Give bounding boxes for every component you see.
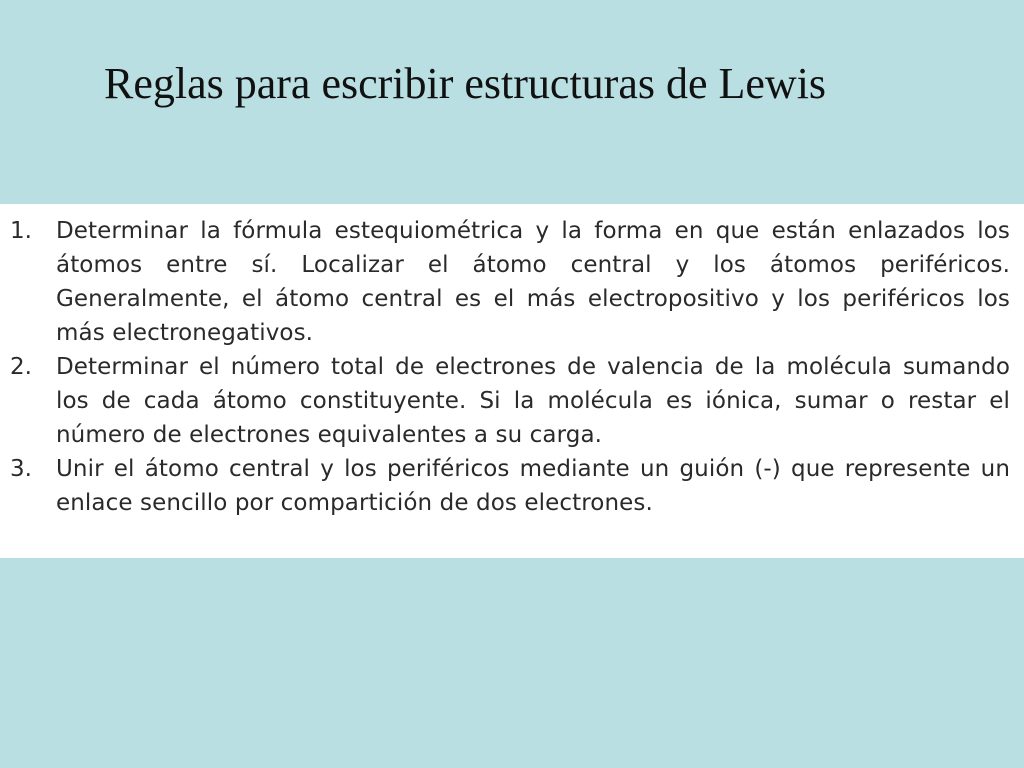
rules-box <box>0 204 1024 558</box>
rule-item <box>10 214 1010 350</box>
rule-number: 3. <box>10 456 32 482</box>
rule-item <box>10 350 1010 452</box>
rule-item <box>10 452 1010 520</box>
rule-text: Determinar el número total de electrones de valencia de la molécula sumando los de cada átomo constituyente. Si la molécula es iónica, sumar o restar el número de electrones equivalentes a su carga. <box>56 354 1010 448</box>
rule-text: Unir el átomo central y los periféricos mediante un guión (-) que represente un enlace sencillo por compartición de dos electrones. <box>56 456 1010 516</box>
rule-number: 2. <box>10 354 32 380</box>
slide-title: Reglas para escribir estructuras de Lewis <box>104 59 827 108</box>
rule-text: Determinar la fórmula estequiométrica y la forma en que están enlazados los átomos entre sí. Localizar el átomo central y los átomos periféricos. Generalmente, el átomo central es el más electropositivo y los periféricos los más electronegativos. <box>56 218 1010 346</box>
rules-list <box>10 214 1010 520</box>
rule-number: 1. <box>10 218 32 244</box>
